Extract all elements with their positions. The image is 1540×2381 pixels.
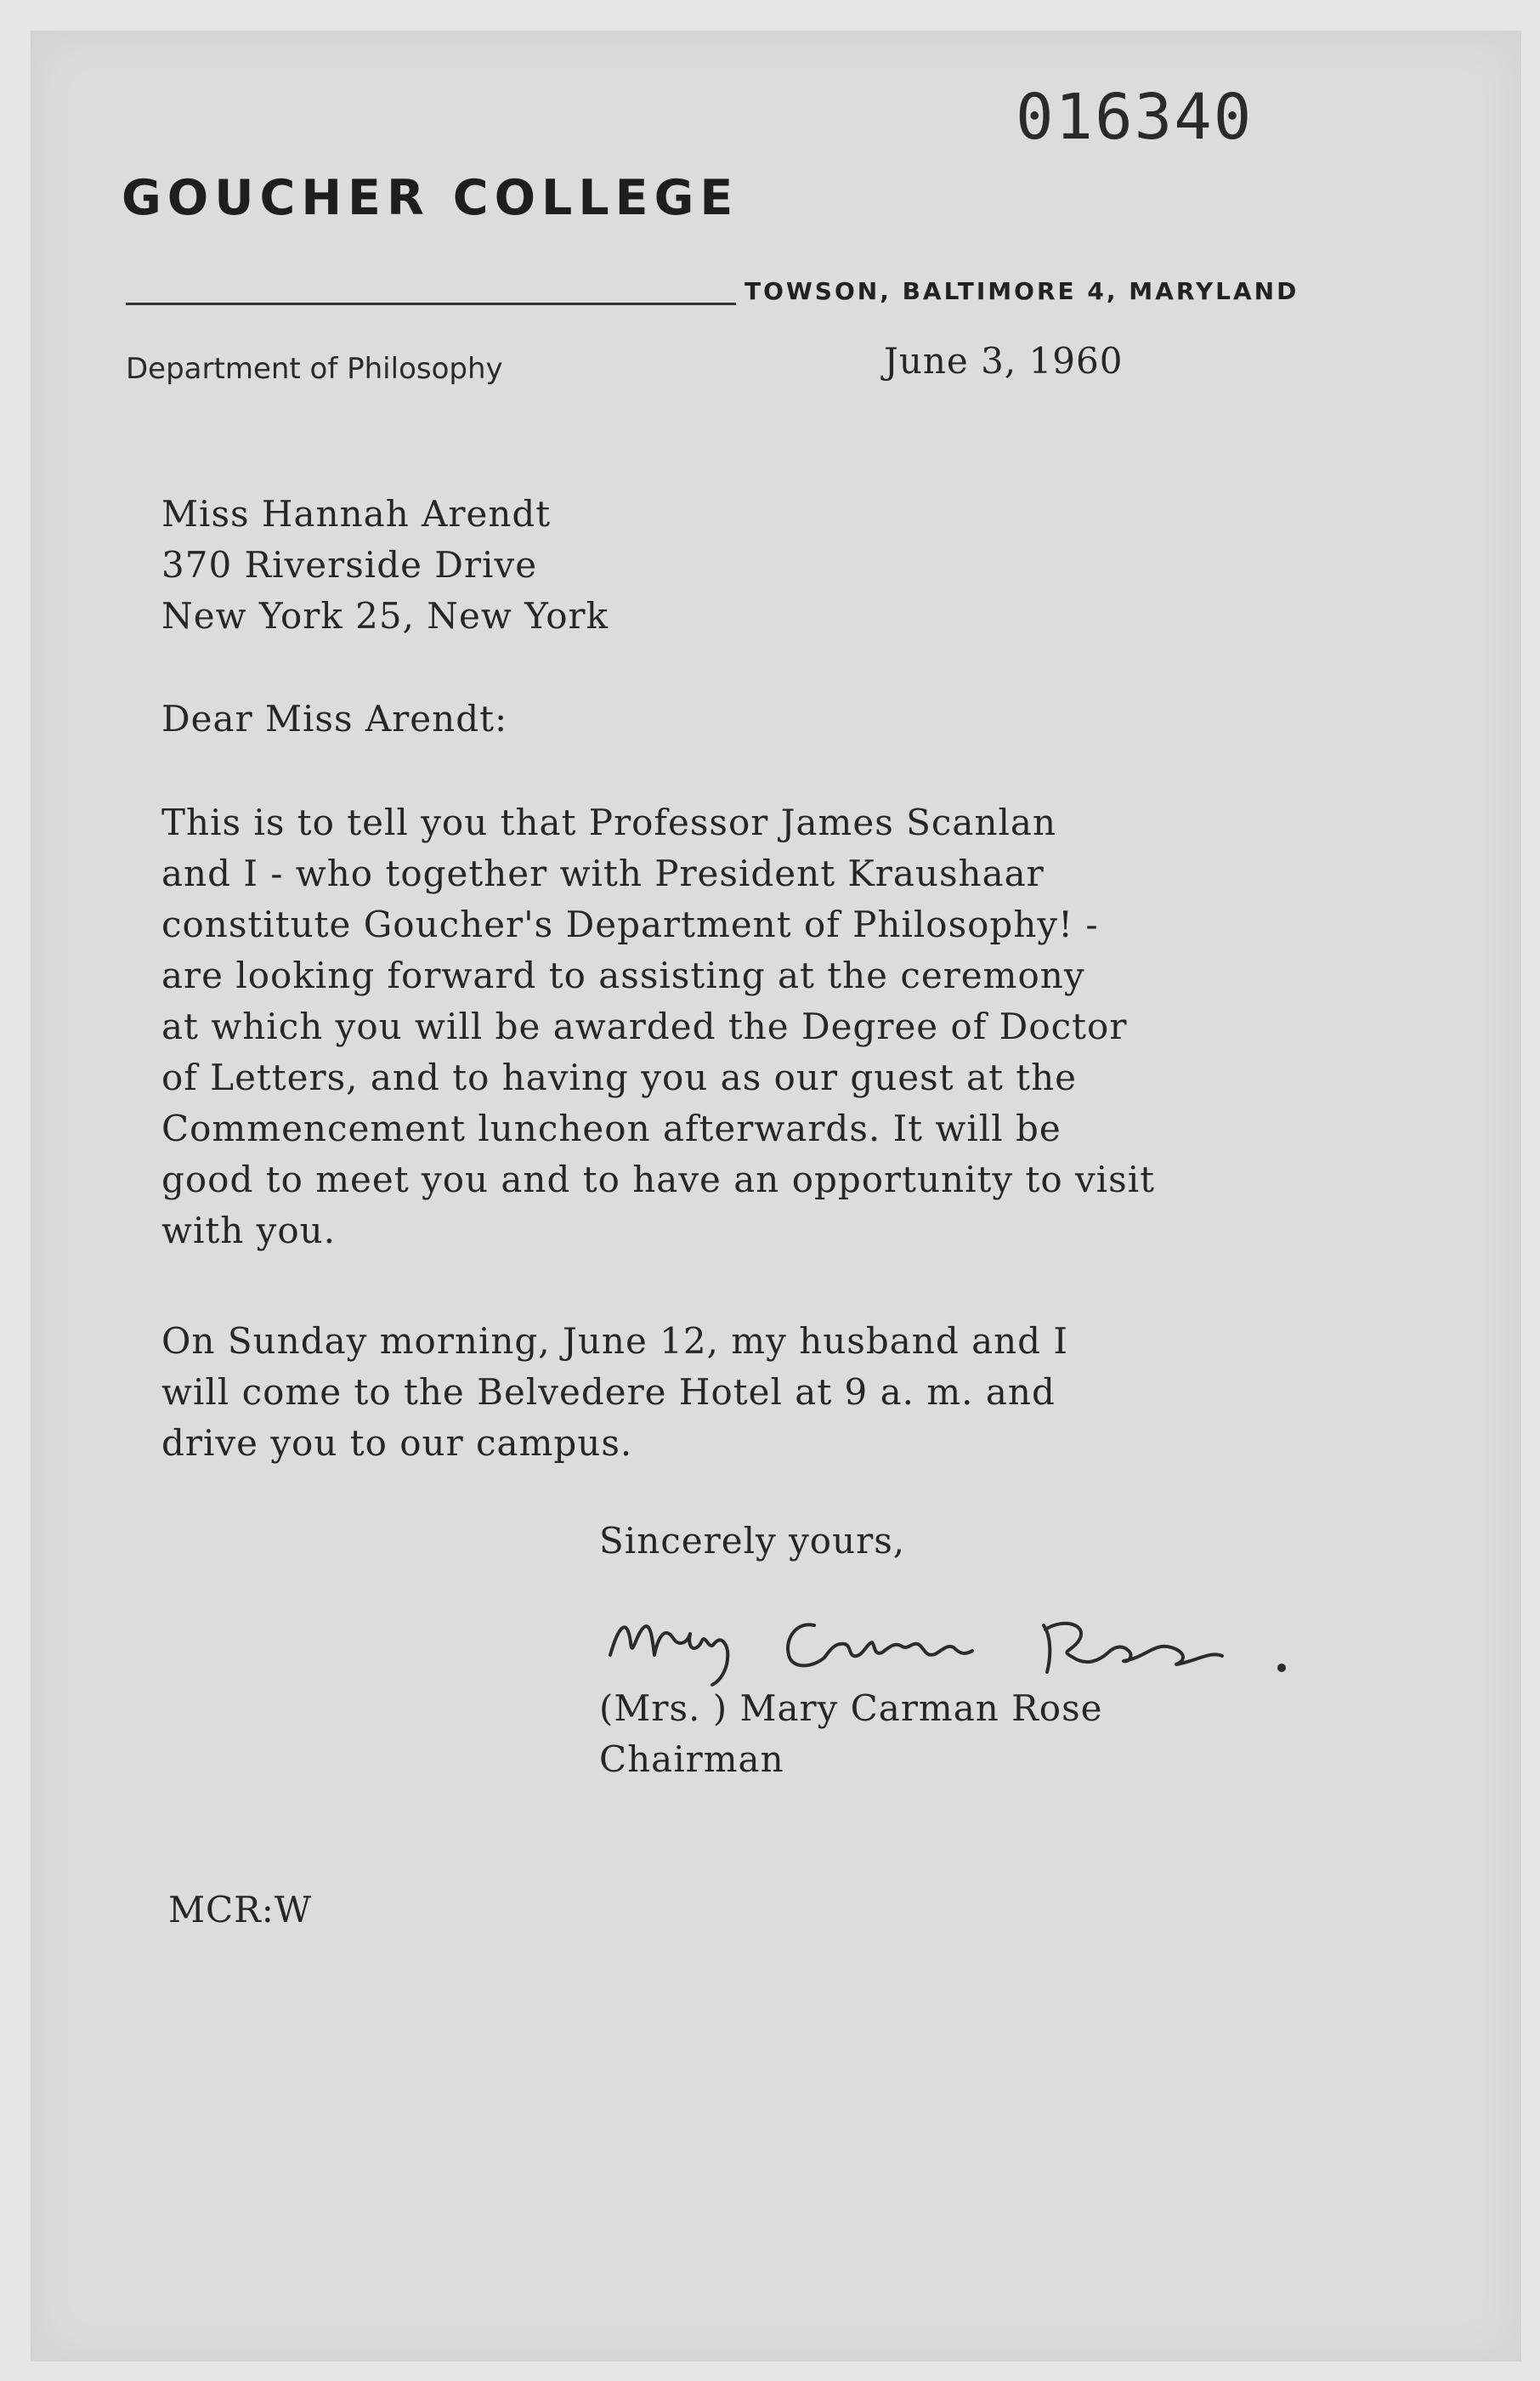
body-paragraph-2	[161, 1316, 1068, 1469]
signature-block	[599, 1683, 1103, 1785]
body-line: drive you to our campus.	[161, 1422, 633, 1464]
salutation	[161, 694, 507, 745]
reference-initials: MCR:W	[168, 1889, 313, 1930]
closing: Sincerely yours,	[599, 1520, 906, 1562]
recipient-address	[161, 489, 609, 642]
letter-date: June 3, 1960	[884, 340, 1124, 382]
body-paragraph-1	[161, 797, 1155, 1256]
body-line: On Sunday morning, June 12, my husband and I	[161, 1320, 1068, 1362]
signer-name: (Mrs. ) Mary Carman Rose	[599, 1687, 1103, 1729]
signer-title: Chairman	[599, 1738, 784, 1780]
recipient-line: Miss Hannah Arendt	[161, 493, 552, 535]
body-line: good to meet you and to have an opportunity to visit	[161, 1159, 1156, 1200]
department-name: Department of Philosophy	[126, 352, 503, 386]
letterhead-rule	[126, 303, 736, 305]
body-line: and I - who together with President Kraushaar	[161, 853, 1045, 894]
body-line: at which you will be awarded the Degree of Doctor	[161, 1006, 1128, 1047]
institution-name: GOUCHER COLLEGE	[122, 170, 739, 226]
salutation-line: Dear Miss Arendt:	[161, 698, 508, 740]
body-line: Commencement luncheon afterwards. It will be	[161, 1108, 1062, 1149]
recipient-line: 370 Riverside Drive	[161, 544, 538, 586]
body-line: with you.	[161, 1210, 337, 1251]
body-line: will come to the Belvedere Hotel at 9 a. m. and	[161, 1371, 1056, 1413]
body-line: constitute Goucher's Department of Philosophy! -	[161, 904, 1099, 945]
body-line: of Letters, and to having you as our guest at the	[161, 1057, 1077, 1098]
body-line: This is to tell you that Professor James Scanlan	[161, 802, 1057, 843]
recipient-line: New York 25, New York	[161, 595, 609, 637]
document-number: 016340	[1016, 81, 1254, 154]
handwritten-signature	[602, 1591, 1299, 1693]
institution-location: TOWSON, BALTIMORE 4, MARYLAND	[745, 277, 1299, 305]
body-line: are looking forward to assisting at the ceremony	[161, 955, 1085, 996]
